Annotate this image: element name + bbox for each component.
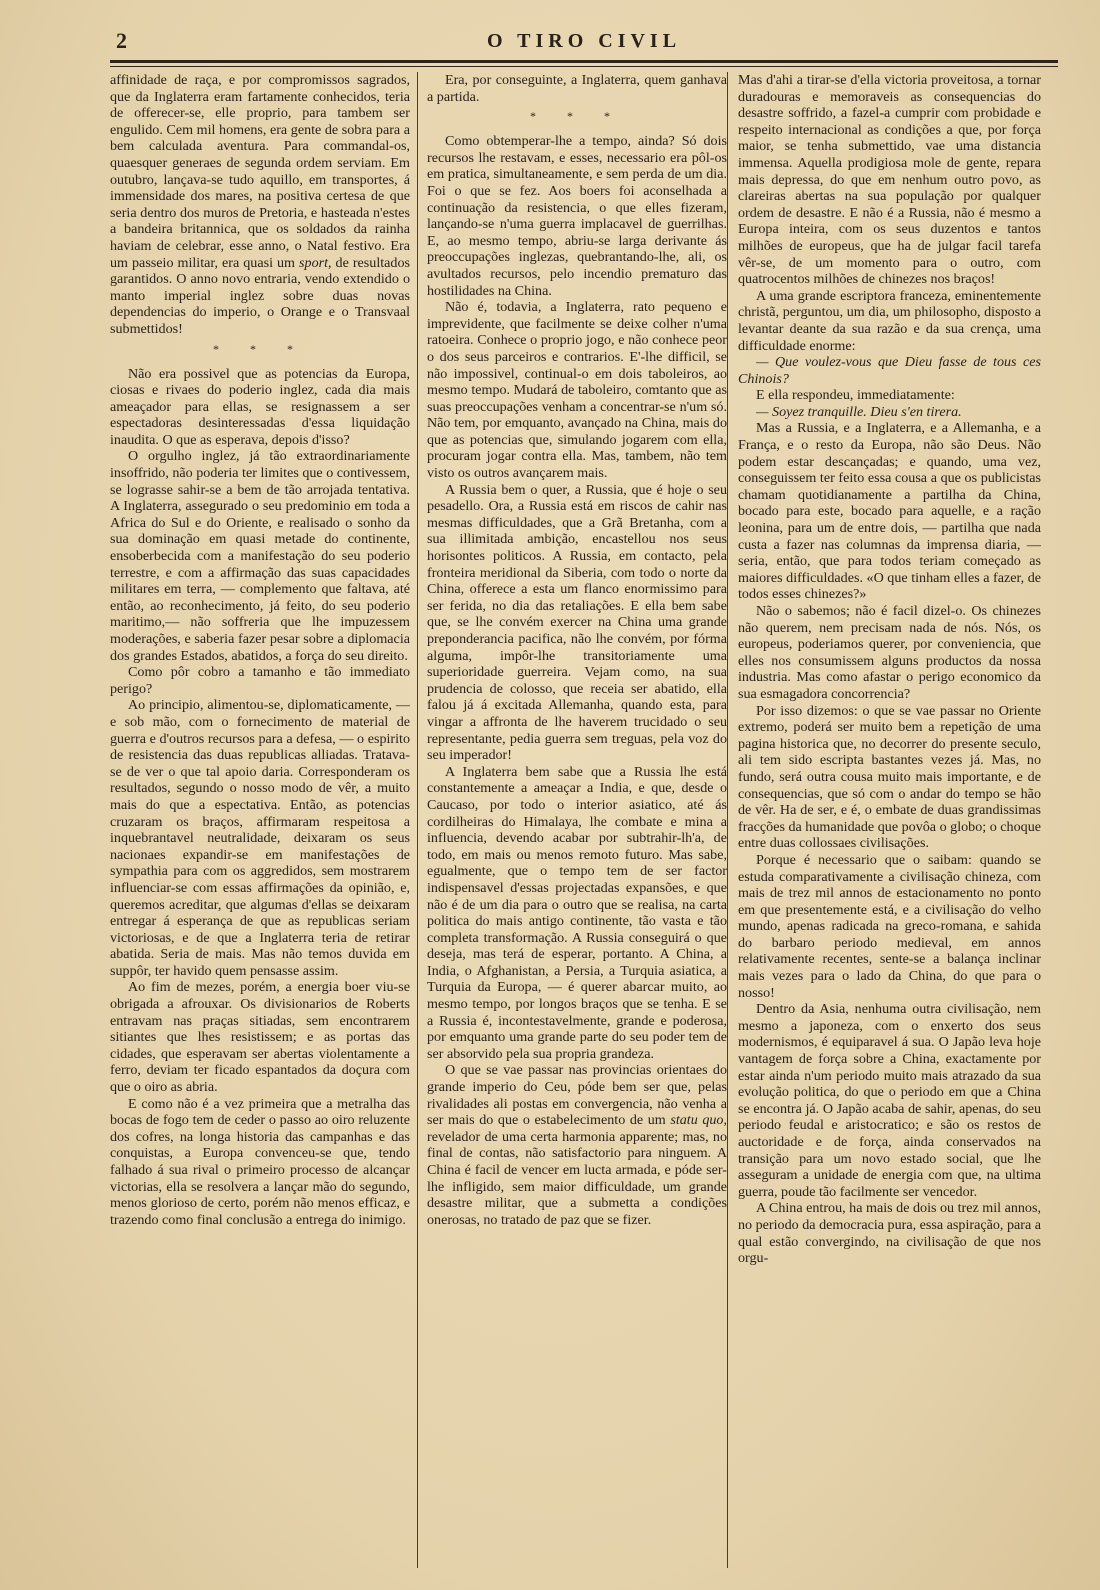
paragraph: Ao principio, alimentou-se, diplomaticamente, — e sob mão, com o fornecimento de material de guerra e d'outros recursos para a defesa, — o espirito de resistencia das duas republicas alliadas. Tratava-se de ver o que tal apoio daria. Corresponderam os resultados, segundo o nosso modo de vêr, a muito mais do que a espectativa. Então, as potencias cruzaram os braços, affirmaram respeitosa a inquebrantavel neutralidade, deixaram os seus nacionaes expandir-se em manifestações de sympathia para com os aggredidos, sem mostrarem influenciar-se com essas affirmações da opinião, e, queremos acreditar, que algumas d'ellas se deixaram entregar á esperança de que as republicas seriam victoriosas, e de que a Inglaterra teria de retirar abatida. Seria de mais. Mas não temos duvida em suppôr, ter havido quem pensasse assim. (110, 697, 410, 979)
paragraph: A Russia bem o quer, a Russia, que é hoje o seu pesadello. Ora, a Russia está em riscos de cahir nas mesmas difficuldades, que a Grã Bretanha, com a sua illimitada ambição, encastellou nos seus horisontes politicos. A Russia, em contacto, pela fronteira meridional da Siberia, com todo o norte da China, offerece a esta um flanco enormissimo para ser ferida, no dia das retaliações. E ella bem sabe que, se lhe convém exercer na China uma grande preponderancia pacifica, não lhe convém, por fórma alguma, impôr-lhe transitoriamente uma superioridade guerreira. Vejam como, na sua prudencia de colosso, que receia ser abatido, ella falou já á excitada Allemanha, quando esta, para vingar a affronta de lhe haverem trucidado o seu representante, pedia guerra sem treguas, pela voz do seu imperador! (427, 481, 727, 764)
column-divider (417, 72, 418, 1568)
journal-title: O TIRO CIVIL (486, 30, 682, 52)
italic-quote: — Soyez tranquille. Dieu s'en tirera. (756, 403, 962, 420)
paragraph: Como pôr cobro a tamanho e tão immediato perigo? (110, 664, 410, 697)
text-run: O que se vae passar nas provincias orientaes do grande imperio do Ceu, póde bem ser que, pelas rivalidades ali postas em convergencia, não venha a ser mais do que o estabelecimento de um (427, 1062, 727, 1129)
italic-quote: — Que voulez-vous que Dieu fasse de tous ces Chinois? (738, 354, 1041, 387)
paragraph: A China entrou, ha mais de dois ou trez mil annos, no periodo da democracia pura, essa aspiração, para a qual estão convergindo, na civilisação de que nos orgu- (738, 1200, 1041, 1267)
paragraph: E como não é a vez primeira que a metralha das bocas de fogo tem de ceder o passo ao oiro reluzente dos cofres, na longa historia das campanhas e das conquistas, a Europa convenceu-se que, tendo falhado á sua rival o primeiro processo de alcançar victorias, ella se resolvera a lançar mão do segundo, menos glorioso de certo, porém não menos efficaz, e trazendo como final conclusão a entrega do inimigo. (110, 1095, 410, 1228)
paragraph: Mas d'ahi a tirar-se d'ella victoria proveitosa, a tornar duradouras e memoraveis as consequencias do desastre soffrido, a fazel-a cumprir com probidade e respeito internacional as condições a que, por força maior, se tenha submettido, vae uma distancia immensa. Aquella prodigiosa mole de gente, repara mais depressa, do que em nenhum outro povo, as clareiras abertas na sua população por qualquer ordem de desastre. E não é a Russia, não é mesmo a Europa inteira, com os seus duzentos e tantos milhões de europeus, que ha de julgar facil tarefa vêr-se, de um momento para o outro, com quatrocentos milhões de chinezes nos braços! (738, 72, 1041, 288)
paragraph: O orgulho inglez, já tão extraordinariamente insoffrido, não poderia ter limites que o contivessem, se lograsse sahir-se a bem de tão arrojada tentativa. A Inglaterra, assegurado o seu predominio em toda a Africa do Sul e do Oriente, e realisado o sonho da sua dominação em quasi metade do continente, ensoberbecida com a manifestação do seu poderio terrestre, e com a affirmação das suas capacidades militares em terra, — complemento que faltava, até então, ao reconhecimento, já feito, do seu poderio maritimo,— não soffreria que lhe impuzessem moderações, e saberia fazer pesar sobre a diplomacia dos grandes Estados, abatidos, a força do seu direito. (110, 448, 410, 664)
paragraph: Porque é necessario que o saibam: quando se estuda comparativamente a civilisação chineza, com mais de trez mil annos de estacionamento no ponto em que presentemente está, e a civilisação do velho mundo, apenas radicada na greco-romana, e sahida do barbaro periodo medieval, em annos relativamente recentes, sente-se a balança inclinar mais vezes para o lado da China, do que para o nosso! (738, 851, 1041, 1001)
italic-word: sport (299, 254, 329, 271)
quote-line (738, 354, 1041, 387)
paragraph: Era, por conseguinte, a Inglaterra, quem ganhava a partida. (427, 72, 727, 105)
text-run: , revelador de uma certa harmonia apparente; mas, no final de contas, não satisfactorio para ninguem. A China é facil de vencer em lucta armada, e póde ser-lhe infligido, sem maior difficuldade, um grande desastre militar, que a submetta a condições onerosas, no tratado de paz que se fizer. (427, 1112, 727, 1228)
italic-word: statu quo (670, 1112, 724, 1129)
text-column-1 (110, 72, 410, 1568)
paragraph: Não o sabemos; não é facil dizel-o. Os chinezes não querem, nem precisam nada de nós. Nós, os europeus, poderiamos querer, por conveniencia, que elles nos consumissem alguns productos da nossa industria. Mas como afastar o perigo economico da sua esmagadora concorrencia? (738, 603, 1041, 702)
text-run: , de resultados garantidos. O anno novo entraria, vendo extendido o manto imperial inglez sobre duas novas dependencias do imperio, o Orange e o Transvaal submettidos! (110, 254, 410, 337)
paragraph: Ao fim de mezes, porém, a energia boer viu-se obrigada a afrouxar. Os divisionarios de Roberts entravam nas praças sitiadas, sem encontrarem sitiantes que lhes resistissem; e as portas das cidades, que esperavam ser abertas violentamente a ferro, deviam ter ficado espantados da doçura com que o oiro as abria. (110, 979, 410, 1096)
page-number: 2 (116, 28, 128, 53)
header-rule-thin (110, 66, 1058, 67)
paragraph: Não é, todavia, a Inglaterra, rato pequeno e imprevidente, que facilmente se deixe colher n'uma ratoeira. Conhece o proprio jogo, e não conhece peor o dos seus parceiros e contrarios. E'-lhe difficil, se não impossivel, continual-o em dois taboleiros, ao mesmo tempo. Mudará de taboleiro, comtanto que as suas preoccupações venham a concentrar-se n'um só. Não tem, por emquanto, avançado na China, mais do que as potencias que, simulando jogarem com ella, procuram jogar contra ella. Mas, tambem, não tem visto os outros avançarem mais. (427, 299, 727, 482)
paragraph: A uma grande escriptora franceza, eminentemente christã, perguntou, um dia, um philosopho, disposto a levantar deante da sua razão e da sua crença, uma difficuldade enorme: (738, 287, 1041, 354)
text-column-3 (738, 72, 1041, 1568)
quote-line (738, 404, 1041, 421)
paragraph: E ella respondeu, immediatamente: (756, 387, 955, 404)
page-header (110, 24, 1058, 58)
paragraph (110, 72, 410, 338)
section-separator: * * * (530, 109, 624, 124)
section-separator: * * * (213, 341, 307, 356)
paragraph (427, 1062, 727, 1228)
paragraph: Dentro da Asia, nenhuma outra civilisação, nem mesmo a japoneza, com o enxerto dos seus modernismos, é equiparavel á sua. O Japão leva hoje vantagem de força sobre a China, exactamente por estar ainda n'um periodo muito mais atrazado da sua evolução politica, do que o periodo em que a China se encontra já. O Japão acaba de sahir, apenas, do seu periodo feudal e aristocratico; e são os restos de auctoridade e de força, ainda conservados na transição para um novo estado social, que lhe asseguram a unidade de energia com que, na ultima guerra, poude tão facilmente ser vencedor. (738, 1001, 1041, 1200)
paragraph: Por isso dizemos: o que se vae passar no Oriente extremo, poderá ser muito bem a repetição de uma pagina historica que, no decorrer do presente seculo, ali tem sido escripta bastantes vezes já. Mas, no fundo, será outra cousa muito mais importante, e de consequencias, que só com o andar do tempo se hão de vêr. Ha de ser, e é, o embate de duas grandissimas fracções da humanidade que povôa o globo; o choque entre duas collossaes civilisações. (738, 702, 1041, 852)
paragraph: Mas a Russia, e a Inglaterra, e a Allemanha, e a França, e o resto da Europa, não são Deus. Não podem estar descançadas; e quando, uma vez, conseguissem ter feito essa cousa a que os publicistas chamam quotidianamente a partilha da China, bocado para este, bocado para aquelle, e a ração leonina, para um de entre dois, — partilha que nada custa a fazer nas columnas da imprensa diaria, — seria, então, que para todos teriam começado as maiores difficuldades. «O que tinham elles a fazer, de todos esses chinezes?» (738, 420, 1041, 603)
text-run: affinidade de raça, e por compromissos sagrados, que da Inglaterra eram fartamente conhecidos, teria de offerecer-se, elle proprio, para tambem ser engulido. Cem mil homens, era gente de sobra para a bem calculada aventura. Para commandal-os, quaesquer generaes de segunda ordem serviam. Em outubro, lançava-se tudo aquillo, em transportes, á immensidade dos mares, na positiva certesa de que seria dentro dos muros de Pretoria, e hasteada n'estes a bandeira britannica, que os soldados da rainha haviam de celebrar, esse anno, o Natal festivo. Era um passeio militar, era quasi um (110, 72, 410, 271)
paragraph: A Inglaterra bem sabe que a Russia lhe está constantemente a ameaçar a India, e que, desde o Caucaso, por todo o interior asiatico, até ás cordilheiras do Himalaya, lhe combate e mina a influencia, devendo acabar por subtrahir-lh'a, de todo, em mais ou menos remoto futuro. Mas sabe, egualmente, que o tempo tem de ser factor indispensavel d'essas projectadas expansões, e que não é de um dia para o outro que se realisa, na carta politica do mais antigo continente, tão vasta e tão completa transformação. A Russia conseguirá o que deseja, mas terá de esperar, portanto. A China, a India, o Afghanistan, a Persia, a Turquia asiatica, a Turquia da Europa, — é querer abarcar muito, ao mesmo tempo, por longos braços que se tenha. E se a Russia é, incontestavelmente, grande e poderosa, por emquanto uma grande parte do seu poder tem de ser absorvido pela sua propria grandeza. (427, 763, 727, 1062)
header-rule-thick (110, 60, 1058, 63)
text-column-2 (427, 72, 727, 1568)
paragraph: Como obtemperar-lhe a tempo, ainda? Só dois recursos lhe restavam, e esses, necessario era pôl-os em pratica, simultaneamente, e sem perda de um dia. Foi o que se fez. Aos boers foi aconselhada a continuação da resistencia, o que elles fizeram, lançando-se n'uma guerra implacavel de guerrilhas. E, ao mesmo tempo, abriu-se larga derivante ás preoccupações inglezas, quebrantando-lhe, ali, os avultados recursos, pelo incendio prematuro das hostilidades na China. (427, 133, 727, 299)
column-divider (727, 72, 728, 1568)
paragraph: Não era possivel que as potencias da Europa, ciosas e rivaes do poderio inglez, cada dia mais ameaçador para ellas, se resignassem a ser espectadoras desinteressadas d'essa liquidação inaudita. O que as esperava, depois d'isso? (110, 365, 410, 448)
